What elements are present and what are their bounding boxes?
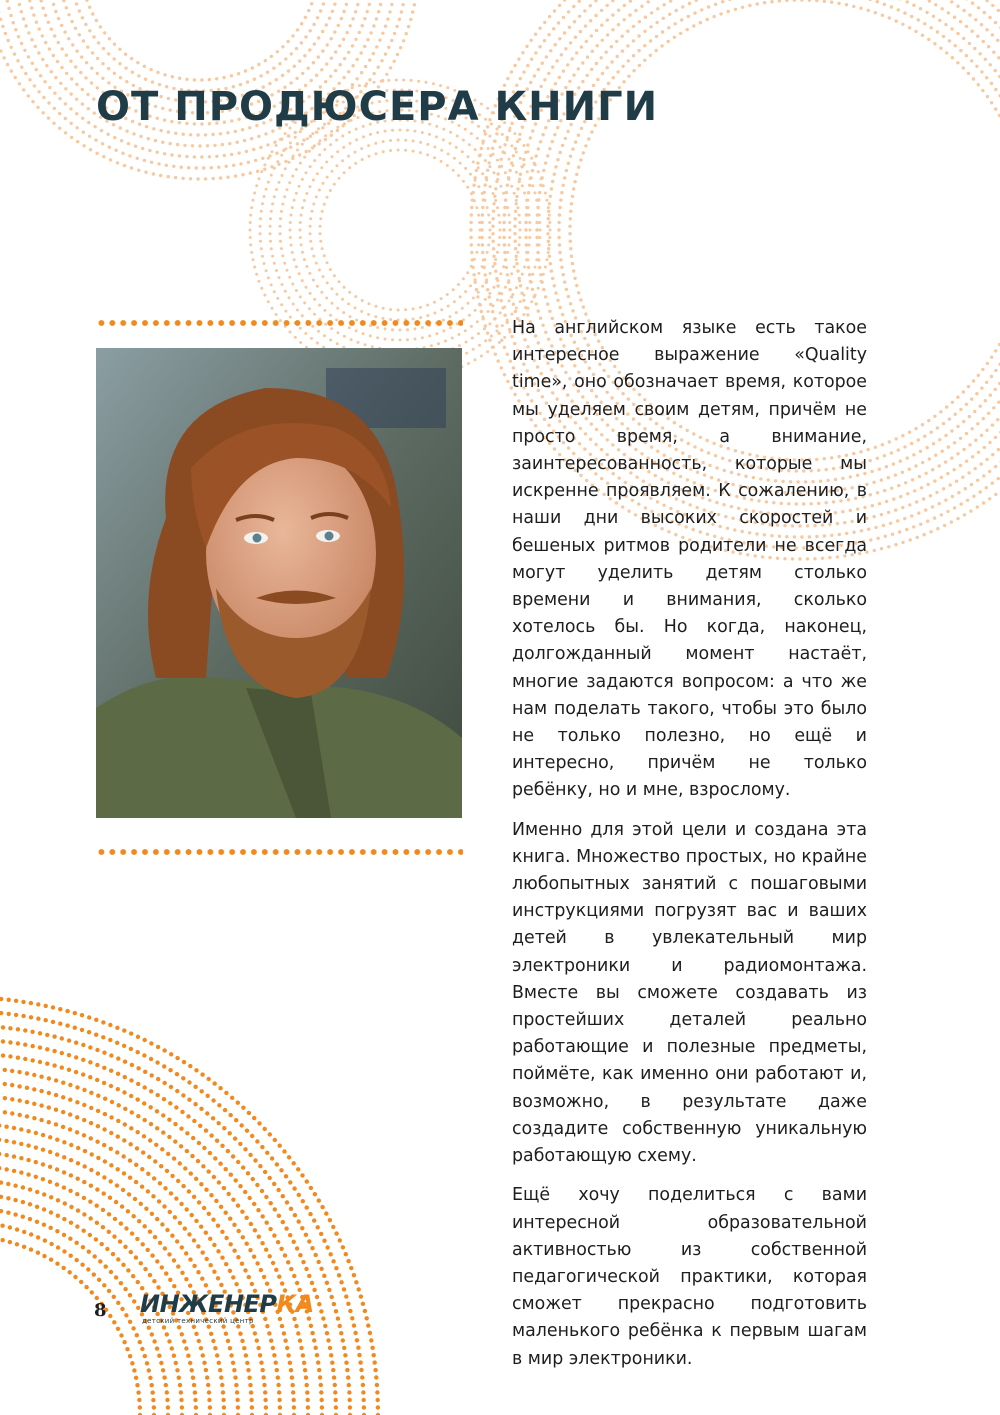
logo-wordmark (140, 1290, 314, 1318)
paragraph-2: Именно для этой цели и создана эта книга. Множество простых, но крайне любопытных занятий с пошаговыми инструкциями погрузят вас и ваших детей в увлекательный мир электроники и радиомонтажа. Вместе вы сможете создавать из простейших деталей реально работающие и полезные предметы, поймёте, как именно они работают и, возможно, в результате даже создадите собственную уникальную работающую схему. (512, 819, 867, 1167)
dotted-divider-top (96, 318, 463, 328)
paragraph-3: Ещё хочу поделиться с вами интересной образовательной активностью из собственной педагогической практики, которая сможет прекрасно подготовить маленького ребёнка к первым шагам в мир электроники. (512, 1185, 867, 1369)
logo-subtitle: детский технический центр (142, 1317, 254, 1325)
inzhenerka-logo (140, 1290, 320, 1330)
page-number: 8 (94, 1300, 107, 1321)
paragraph-1: На английском языке есть такое интересное выражение «Quality time», оно обозначает время, которое мы уделяем своим детям, причём не просто время, а внимание, заинтересованность, которые мы искренне проявляем. К сожалению, в наши дни высоких скоростей и бешеных ритмов родители не всегда могут уделить детям столько времени и внимания, сколько хотелось бы. Но когда, наконец, долгожданный момент настаёт, многие задаются вопросом: а что же нам поделать такого, чтобы это было не только полезно, но ещё и интересно, причём не только ребёнку, но и мне, взрослому. (512, 318, 867, 801)
dot-ring-group-4 (0, 997, 380, 1415)
page-title: ОТ ПРОДЮСЕРА КНИГИ (96, 84, 659, 130)
author-portrait (96, 348, 462, 818)
logo-accent-text: КА (276, 1290, 314, 1318)
logo-main-text: ИНЖЕНЕР (140, 1290, 277, 1318)
dotted-divider-bottom (96, 847, 463, 857)
body-text (512, 315, 867, 1385)
